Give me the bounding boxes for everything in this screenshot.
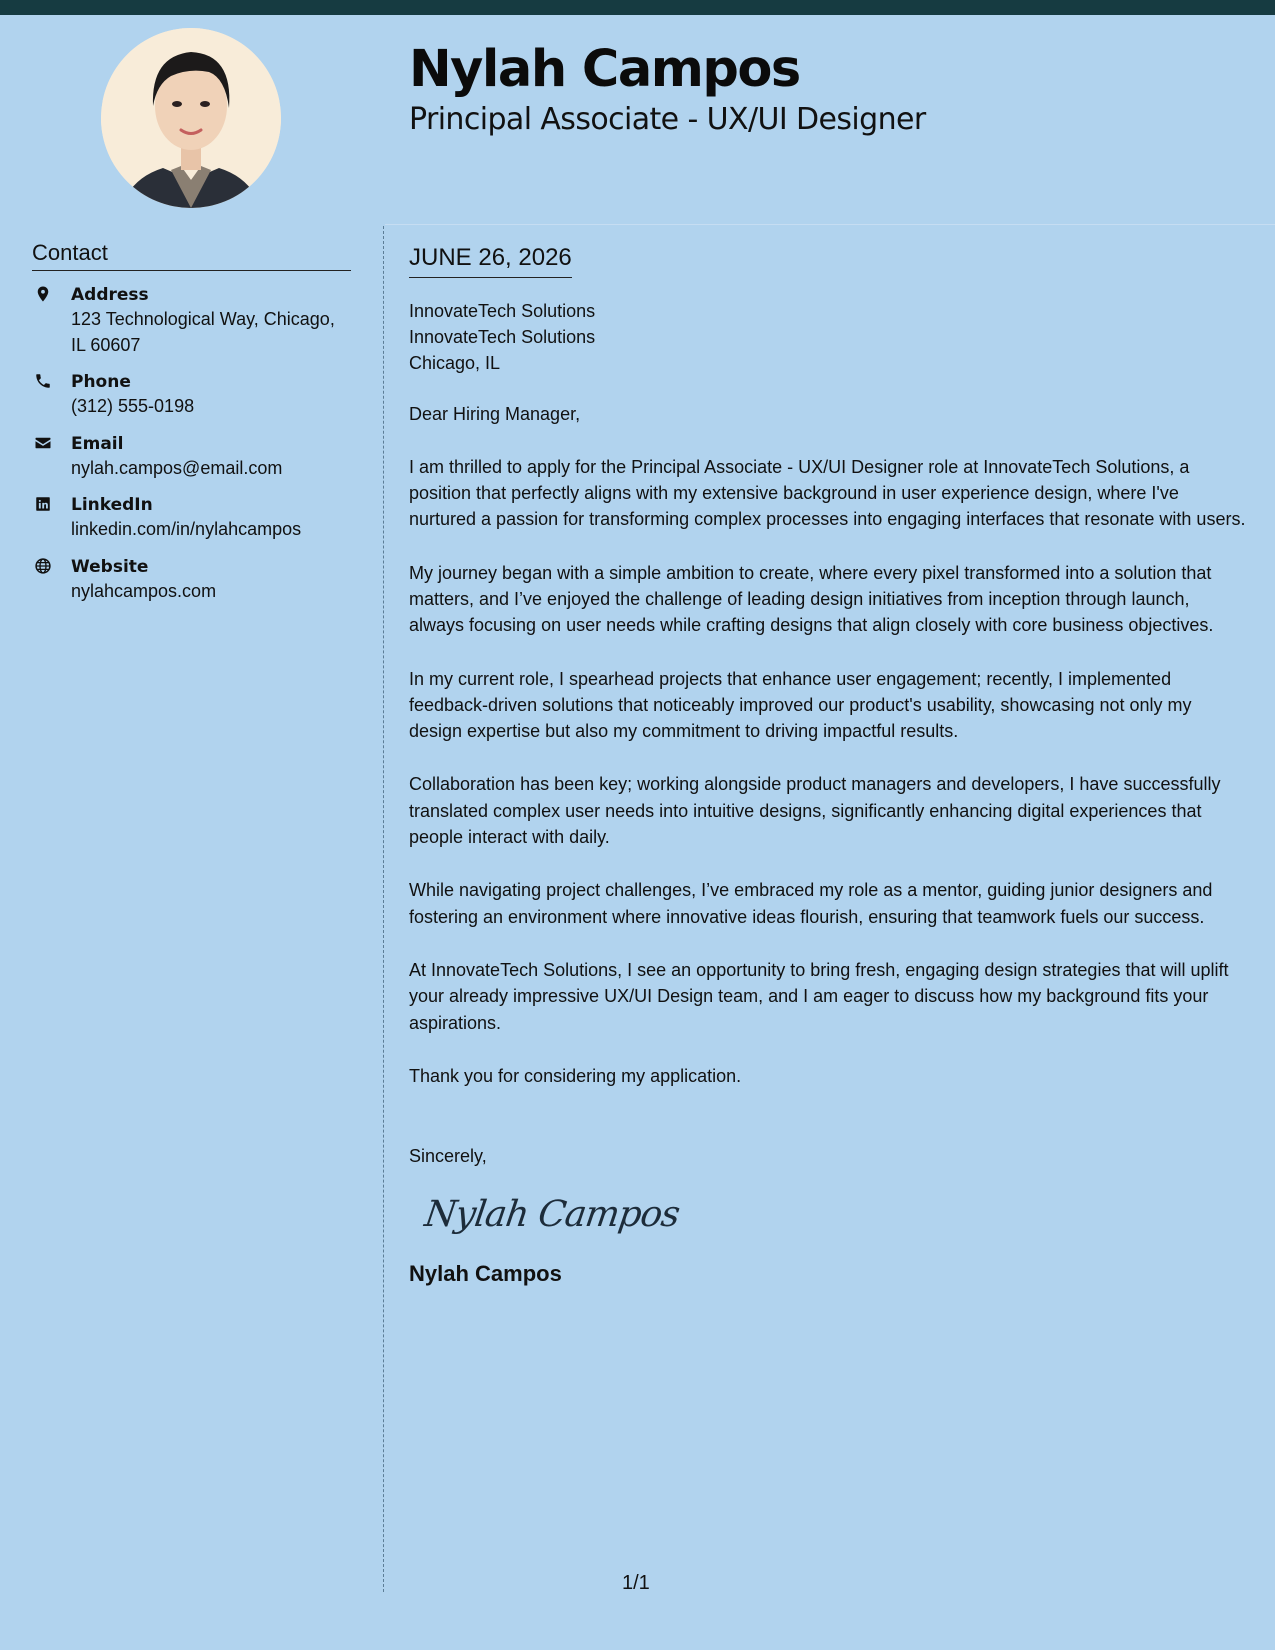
recipient-block xyxy=(409,298,1249,376)
address-value: 123 Technological Way, Chicago, IL 60607 xyxy=(71,309,335,355)
letter-date: JUNE 26, 2026 xyxy=(409,244,572,278)
recipient-line: InnovateTech Solutions xyxy=(409,300,596,321)
job-title: Principal Associate - UX/UI Designer xyxy=(409,102,926,137)
phone-value: (312) 555-0198 xyxy=(71,396,195,417)
letter-paragraph: I am thrilled to apply for the Principal Associate - UX/UI Designer role at InnovateTech Solutions, a position that perfectly aligns with my extensive background in user experience design, where I've nurtured a passion for transforming complex processes into engaging interfaces that resonate with users. xyxy=(409,456,1246,530)
page-number: 1/1 xyxy=(622,1572,650,1594)
contact-label: Address xyxy=(71,285,149,306)
email-link[interactable]: nylah.campos@email.com xyxy=(71,457,283,478)
phone-icon xyxy=(34,372,52,390)
contact-label: Website xyxy=(71,556,149,577)
recipient-line: InnovateTech Solutions xyxy=(409,326,596,347)
letter-paragraphs xyxy=(409,454,1249,1089)
contact-label: Phone xyxy=(71,372,131,393)
contact-item-address xyxy=(32,283,351,358)
linkedin-link[interactable]: linkedin.com/in/nylahcampos xyxy=(71,519,302,540)
contact-item-linkedin xyxy=(32,493,351,543)
letter-paragraph: My journey began with a simple ambition to create, where every pixel transformed into a solution that matters, and I’ve enjoyed the challenge of leading design initiatives from inception through launch, always focusing on user needs while crafting designs that align closely with core business objectives. xyxy=(409,562,1214,636)
applicant-name: Nylah Campos xyxy=(409,40,800,99)
contact-heading: Contact xyxy=(32,240,351,271)
contact-item-website xyxy=(32,555,351,605)
contact-sidebar xyxy=(32,240,351,604)
globe-icon xyxy=(34,557,52,575)
recipient-line: Chicago, IL xyxy=(409,352,501,373)
envelope-icon xyxy=(34,434,52,452)
printed-name: Nylah Campos xyxy=(409,1261,562,1287)
contact-item-email xyxy=(32,432,351,482)
letter-paragraph: Thank you for considering my application. xyxy=(409,1065,742,1086)
linkedin-icon xyxy=(34,495,52,513)
salutation: Dear Hiring Manager, xyxy=(409,403,581,424)
column-divider xyxy=(383,226,384,1592)
letter-paragraph: Collaboration has been key; working alongside product managers and developers, I have successfully translated complex user needs into intuitive designs, significantly enhancing digital experiences that people interact with daily. xyxy=(409,774,1221,848)
letter-paragraph: In my current role, I spearhead projects that enhance user engagement; recently, I implemented feedback-driven solutions that noticeably improved our product's usability, showcasing not only my design expertise but also my commitment to driving impactful results. xyxy=(409,668,1192,742)
signature: Nylah Campos xyxy=(422,1194,682,1236)
contact-item-phone xyxy=(32,370,351,420)
letter-body xyxy=(409,244,1249,1287)
avatar xyxy=(101,28,281,208)
closing: Sincerely, xyxy=(409,1146,487,1167)
top-bar xyxy=(0,0,1275,15)
letter-paragraph: At InnovateTech Solutions, I see an opportunity to bring fresh, engaging design strategies that will uplift your already impressive UX/UI Design team, and I am eager to discuss how my background fits your aspirations. xyxy=(409,959,1229,1033)
header-divider xyxy=(385,224,1275,225)
contact-label: LinkedIn xyxy=(71,495,153,516)
contact-label: Email xyxy=(71,433,124,454)
map-pin-icon xyxy=(34,285,52,303)
letter-paragraph: While navigating project challenges, I’ve embraced my role as a mentor, guiding junior designers and fostering an environment where innovative ideas flourish, ensuring that teamwork fuels our success. xyxy=(409,880,1213,927)
website-link[interactable]: nylahcampos.com xyxy=(71,580,217,601)
profile-photo xyxy=(101,28,281,208)
